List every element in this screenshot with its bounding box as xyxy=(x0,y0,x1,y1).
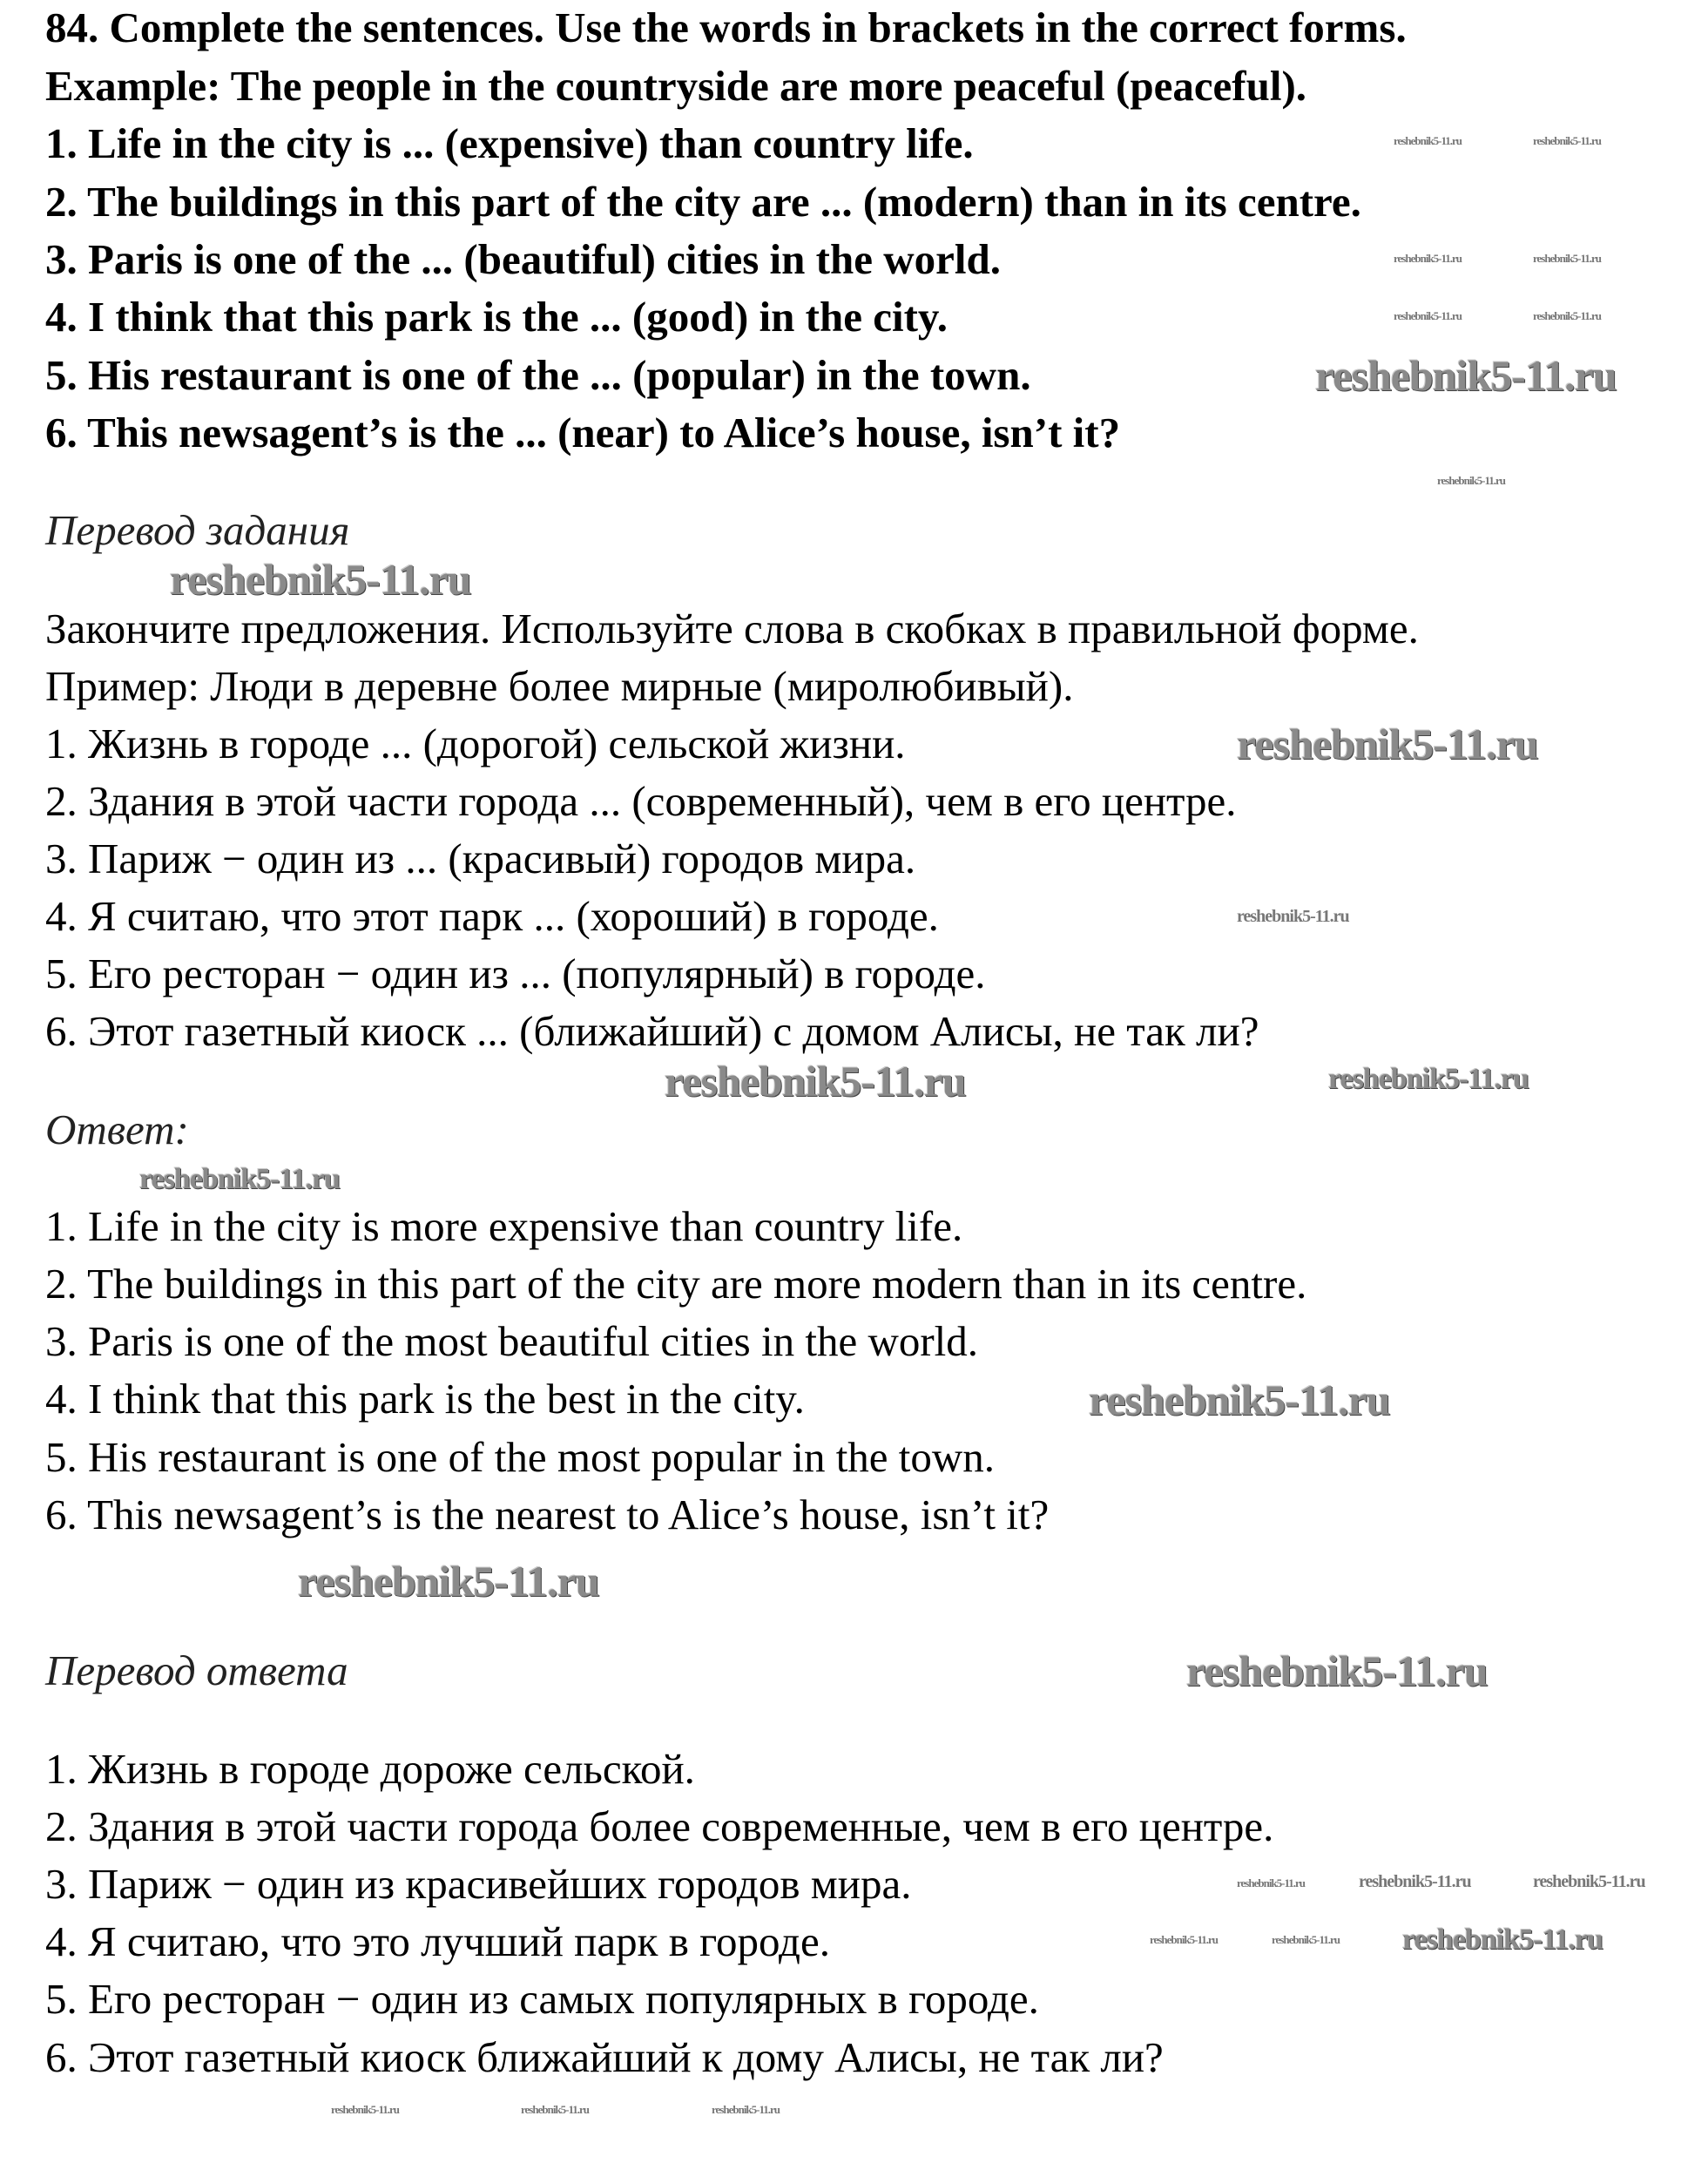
answer-translation-item: 4. Я считаю, что это лучший парк в городе. xyxy=(45,1917,830,1965)
watermark: reshebnik5-11.ru xyxy=(170,555,471,604)
task-translation-instruction: Закончите предложения. Используйте слова в скобках в правильной форме. xyxy=(45,605,1419,652)
answer-item: 6. This newsagent’s is the nearest to Alice’s house, isn’t it? xyxy=(45,1491,1050,1538)
watermark: reshebnik5-11.ru xyxy=(1533,134,1602,147)
task-translation-example: Пример: Люди в деревне более мирные (миролюбивый). xyxy=(45,662,1074,710)
task-translation-item: 6. Этот газетный киоск ... (ближайший) с домом Алисы, не так ли? xyxy=(45,1007,1259,1055)
watermark: reshebnik5-11.ru xyxy=(521,2103,590,2116)
watermark: reshebnik5-11.ru xyxy=(1237,907,1349,926)
task-translation-item: 3. Париж − один из ... (красивый) городов мира. xyxy=(45,835,916,882)
task-translation-item: 1. Жизнь в городе ... (дорогой) сельской жизни. xyxy=(45,720,906,767)
watermark: reshebnik5-11.ru xyxy=(712,2103,780,2116)
watermark: reshebnik5-11.ru xyxy=(1089,1376,1390,1424)
watermark: reshebnik5-11.ru xyxy=(1394,134,1462,147)
watermark: reshebnik5-11.ru xyxy=(139,1163,340,1195)
task-title: 84. Complete the sentences. Use the words in brackets in the correct forms. xyxy=(45,3,1407,51)
task-translation-item: 2. Здания в этой части города ... (современный), чем в его центре. xyxy=(45,777,1237,825)
task-example: Example: The people in the countryside are more peaceful (peaceful). xyxy=(45,62,1307,110)
task-item: 4. I think that this park is the ... (good) in the city. xyxy=(45,293,948,341)
task-item: 2. The buildings in this part of the city are ... (modern) than in its centre. xyxy=(45,178,1361,226)
watermark: reshebnik5-11.ru xyxy=(1394,252,1462,265)
task-item: 6. This newsagent’s is the ... (near) to Alice’s house, isn’t it? xyxy=(45,409,1121,456)
watermark: reshebnik5-11.ru xyxy=(1402,1923,1603,1956)
answer-item: 4. I think that this park is the best in the city. xyxy=(45,1375,805,1423)
answer-translation-item: 3. Париж − один из красивейших городов мира. xyxy=(45,1860,912,1908)
task-translation-item: 4. Я считаю, что этот парк ... (хороший) в городе. xyxy=(45,892,939,940)
watermark: reshebnik5-11.ru xyxy=(331,2103,400,2116)
watermark: reshebnik5-11.ru xyxy=(1359,1872,1471,1891)
answer-translation-item: 6. Этот газетный киоск ближайший к дому Алисы, не так ли? xyxy=(45,2033,1164,2081)
task-translation-item: 5. Его ресторан − один из ... (популярный) в городе. xyxy=(45,950,986,997)
watermark: reshebnik5-11.ru xyxy=(298,1557,599,1606)
task-item: 1. Life in the city is ... (expensive) than country life. xyxy=(45,119,974,167)
watermark: reshebnik5-11.ru xyxy=(665,1057,966,1105)
watermark: reshebnik5-11.ru xyxy=(1237,1876,1306,1889)
task-translation-heading: Перевод задания xyxy=(45,506,350,554)
watermark: reshebnik5-11.ru xyxy=(1533,1872,1645,1891)
answer-item: 5. His restaurant is one of the most popular in the town. xyxy=(45,1433,996,1481)
watermark: reshebnik5-11.ru xyxy=(1533,309,1602,322)
answer-item: 1. Life in the city is more expensive than country life. xyxy=(45,1202,963,1250)
answer-translation-heading: Перевод ответа xyxy=(45,1646,348,1694)
watermark: reshebnik5-11.ru xyxy=(1186,1646,1488,1695)
watermark: reshebnik5-11.ru xyxy=(1272,1933,1340,1946)
answer-heading: Ответ: xyxy=(45,1105,189,1153)
task-item: 3. Paris is one of the ... (beautiful) cities in the world. xyxy=(45,235,1001,283)
answer-translation-item: 5. Его ресторан − один из самых популярных в городе. xyxy=(45,1975,1039,2023)
answer-item: 2. The buildings in this part of the city are more modern than in its centre. xyxy=(45,1260,1307,1308)
watermark: reshebnik5-11.ru xyxy=(1150,1933,1219,1946)
watermark: reshebnik5-11.ru xyxy=(1328,1063,1529,1095)
task-item: 5. His restaurant is one of the ... (popular) in the town. xyxy=(45,351,1031,399)
watermark: reshebnik5-11.ru xyxy=(1315,351,1617,400)
answer-item: 3. Paris is one of the most beautiful cities in the world. xyxy=(45,1317,979,1365)
watermark: reshebnik5-11.ru xyxy=(1533,252,1602,265)
answer-translation-item: 1. Жизнь в городе дороже сельской. xyxy=(45,1745,695,1793)
watermark: reshebnik5-11.ru xyxy=(1394,309,1462,322)
watermark: reshebnik5-11.ru xyxy=(1437,474,1506,487)
watermark: reshebnik5-11.ru xyxy=(1237,720,1538,768)
answer-translation-item: 2. Здания в этой части города более современные, чем в его центре. xyxy=(45,1802,1274,1850)
